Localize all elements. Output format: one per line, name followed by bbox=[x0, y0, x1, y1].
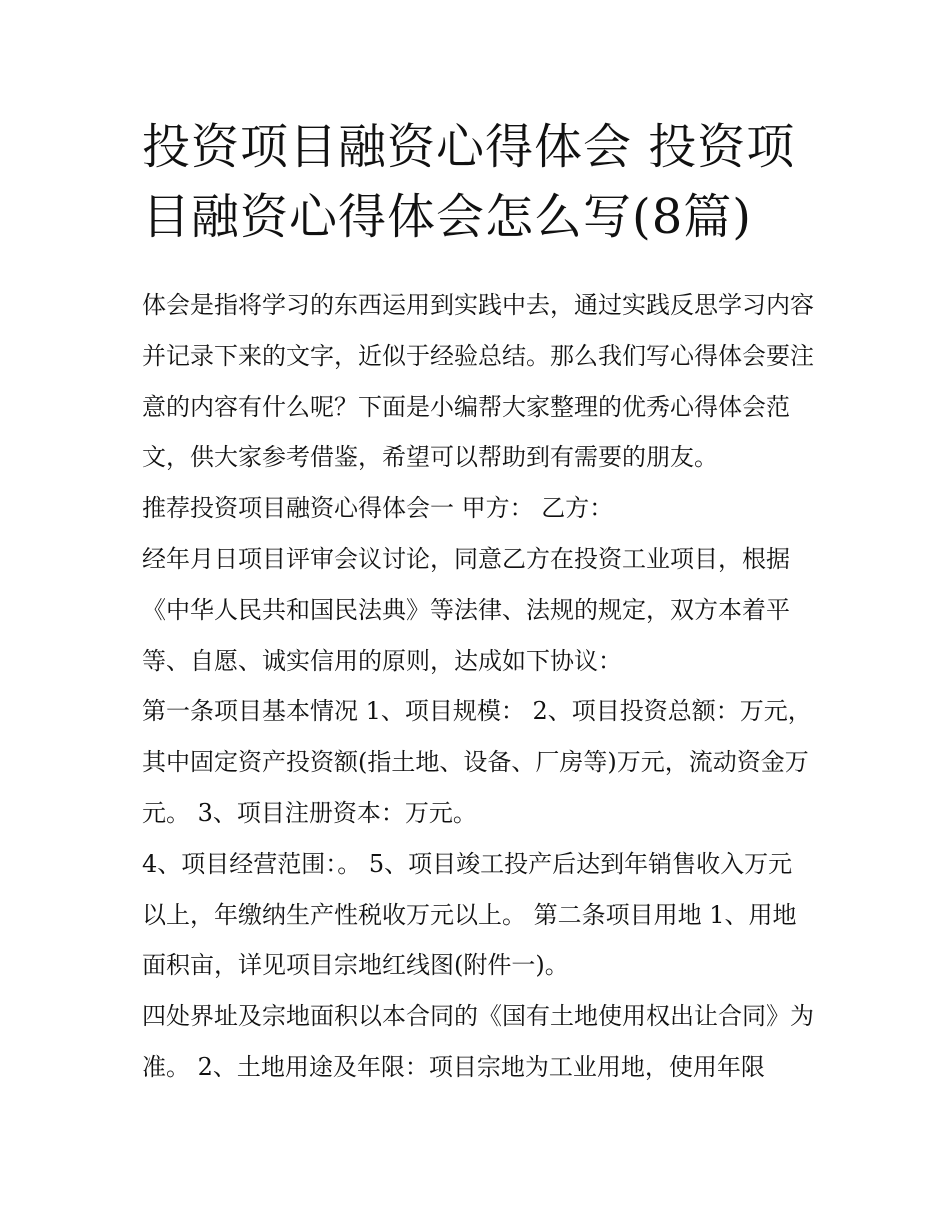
article-one-paragraph: 第一条项目基本情况 1、项目规模： 2、项目投资总额：万元，其中固定资产投资额(指土地、设备、厂房等)万元，流动资金万元。 3、项目注册资本：万元。 bbox=[142, 697, 812, 827]
agreement-preamble: 经年月日项目评审会议讨论，同意乙方在投资工业项目，根据《中华人民共和国民法典》等法律、法规的规定，双方本着平等、自愿、诚实信用的原则，达成如下协议： bbox=[142, 544, 790, 675]
recommendation-heading: 推荐投资项目融资心得体会一 甲方： 乙方： bbox=[142, 494, 614, 523]
document-body bbox=[142, 280, 814, 1093]
land-boundary-paragraph: 四处界址及宗地面积以本合同的《国有土地使用权出让合同》为准。 2、土地用途及年限：项目宗地为工业用地，使用年限 bbox=[142, 1002, 814, 1081]
project-scope-paragraph: 4、项目经营范围：。 5、项目竣工投产后达到年销售收入万元以上，年缴纳生产性税收万元以上。 第二条项目用地 1、用地面积亩，详见项目宗地红线图(附件一)。 bbox=[142, 849, 797, 980]
document-title: 投资项目融资心得体会 投资项目融资心得体会怎么写(8篇) bbox=[142, 119, 796, 245]
intro-paragraph: 体会是指将学习的东西运用到实践中去，通过实践反思学习内容并记录下来的文字，近似于经验总结。那么我们写心得体会要注意的内容有什么呢？下面是小编帮大家整理的优秀心得体会范文，供大家参考借鉴，希望可以帮助到有需要的朋友。 bbox=[142, 291, 814, 472]
